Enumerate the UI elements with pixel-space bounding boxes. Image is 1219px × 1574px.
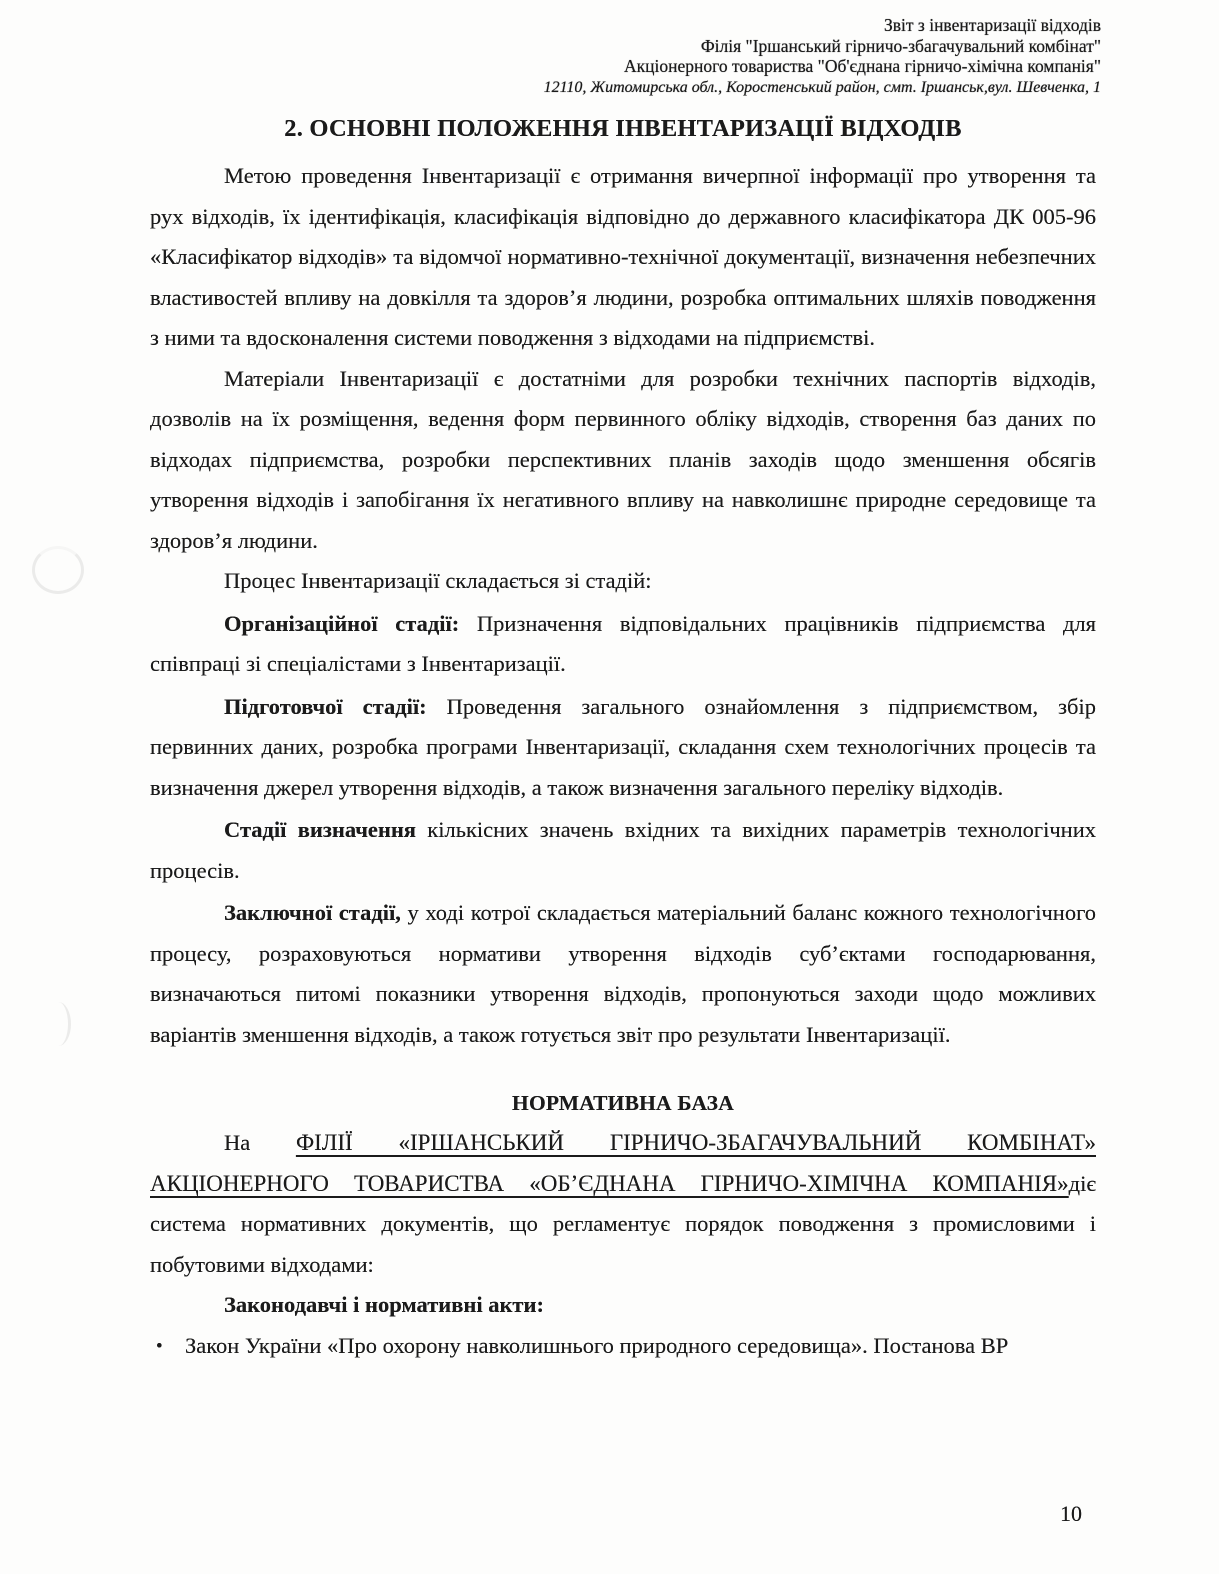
document-header <box>544 15 1101 98</box>
page-number: 10 <box>1060 1501 1082 1526</box>
stage-text: кількісних значень вхідних та вихідних параметрів технологічних процесів. <box>150 817 1096 883</box>
list-item-law <box>150 1326 1096 1367</box>
header-report-title: Звіт з інвентаризації відходів <box>884 15 1101 35</box>
paragraph-stage-determination <box>150 810 1096 891</box>
stage-lead: Стадії визначення <box>224 817 416 842</box>
section-heading-normative-base: НОРМАТИВНА БАЗА <box>512 1091 734 1115</box>
stage-lead: Організаційної стадії: <box>224 610 460 636</box>
scan-artifact <box>46 1002 71 1046</box>
stage-lead: Заключної стадії, <box>224 900 401 925</box>
paragraph-process-stages: Процес Інвентаризації складається зі стадій: <box>224 568 652 593</box>
company-name-underlined: ФІЛІЇ «ІРШАНСЬКИЙ ГІРНИЧО-ЗБАГАЧУВАЛЬНИЙ КОМБІНАТ» АКЦІОНЕРНОГО ТОВАРИСТВА «ОБ’ЄДНАНА ГІРНИЧО-ХІМІЧНА КОМПАНІЯ» <box>150 1130 1096 1196</box>
normative-intro-suffix: діє система нормативних документів, що регламентує порядок поводження з промисловими і побутовими відходами: <box>150 1170 1096 1277</box>
paragraph-normative-intro <box>150 1123 1096 1285</box>
paragraph-stage-preparatory <box>150 687 1096 809</box>
header-address: 12110, Житомирська обл., Коростенський район, смт. Іршанськ,вул. Шевченка, 1 <box>543 78 1101 96</box>
stage-lead: Підготовчої стадії: <box>224 693 427 719</box>
acts-heading: Законодавчі і нормативні акти: <box>224 1292 544 1317</box>
list-item-text: Закон України «Про охорону навколишнього природного середовища». Постанова ВР <box>185 1332 1009 1358</box>
stage-text: Призначення відповідальних працівників підприємства для співпраці зі спеціалістами з Інвентаризації. <box>150 610 1097 676</box>
paragraph-purpose: Метою проведення Інвентаризації є отримання вичерпної інформації про утворення та рух відходів, їх ідентифікація, класифікація відповідно до державного класифікатора ДК 005-96 «Класифікатор відходів» та відомчої нормативно-технічної документації, визначення небезпечних властивостей впливу на довкілля та здоров’я людини, розробка оптимальних шляхів поводження з ними та вдосконалення системи поводження з відходами на підприємстві. <box>150 163 1096 350</box>
normative-intro-prefix: На <box>224 1130 296 1155</box>
paragraph-stage-final <box>150 893 1096 1055</box>
page-title: 2. ОСНОВНІ ПОЛОЖЕННЯ ІНВЕНТАРИЗАЦІЇ ВІДХОДІВ <box>284 115 962 142</box>
stage-text: у ході котрої складається матеріальний баланс кожного технологічного процесу, розраховуються нормативи утворення відходів суб’єктами господарювання, визначаються питомі показники утворення відходів, пропонуються заходи щодо можливих варіантів зменшення відходів, а також готується звіт про результати Інвентаризації. <box>150 900 1096 1047</box>
paragraph-materials: Матеріали Інвентаризації є достатніми для розробки технічних паспортів відходів, дозволів на їх розміщення, ведення форм первинного обліку відходів, створення баз даних по відходах підприємства, розробки перспективних планів заходів щодо зменшення обсягів утворення відходів і запобігання їх негативного впливу на навколишнє природне середовище та здоров’я людини. <box>150 365 1096 553</box>
document-body <box>150 110 1096 1366</box>
paragraph-stage-organizational <box>150 604 1096 685</box>
scan-artifact <box>32 546 84 594</box>
stage-text: Проведення загального ознайомлення з підприємством, збір первинних даних, розробка програми Інвентаризації, складання схем технологічних процесів та визначення джерел утворення відходів, а також визначення загального переліку відходів. <box>150 693 1096 800</box>
header-branch-name: Філія "Іршанський гірничо-збагачувальний комбінат" <box>700 35 1101 56</box>
header-company-name: Акціонерного товариства "Об'єднана гірничо-хімічна компанія" <box>624 56 1101 76</box>
bullet-icon: • <box>156 1335 163 1357</box>
